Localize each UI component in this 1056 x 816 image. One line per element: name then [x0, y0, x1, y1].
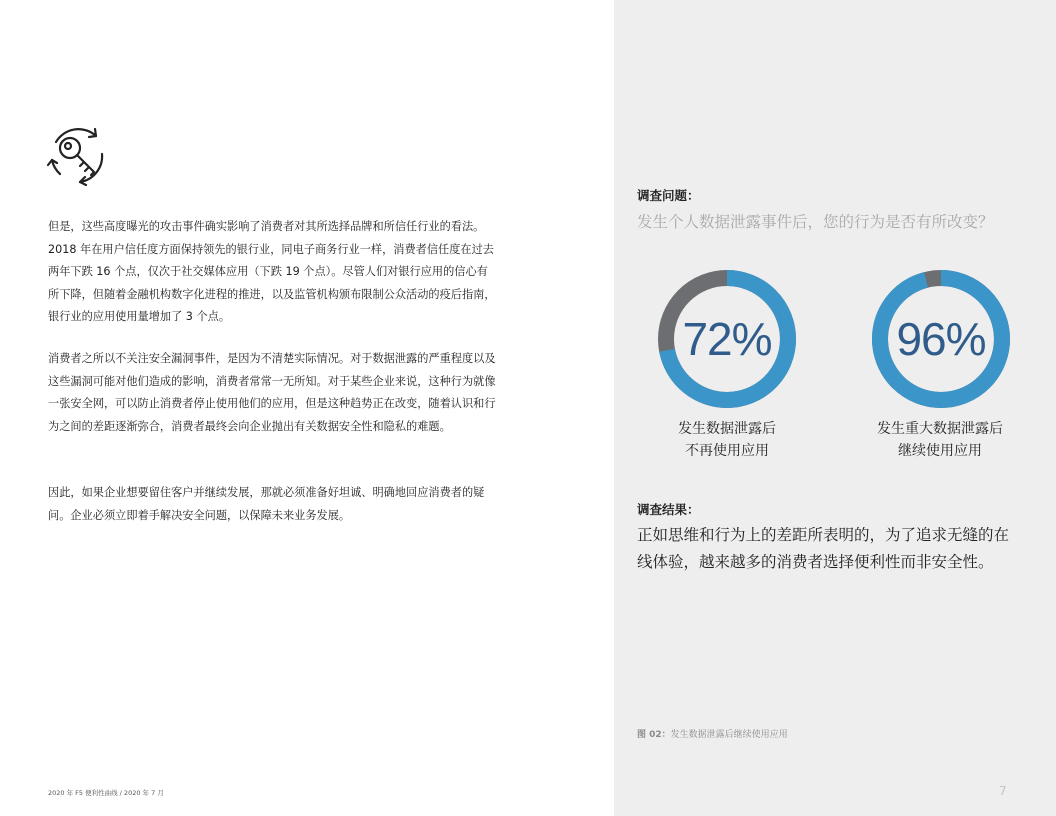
- body-paragraph-2: 消费者之所以不关注安全漏洞事件，是因为不清楚实际情况。对于数据泄露的严重程度以及这些漏洞可能对他们造成的影响，消费者常常一无所知。对于某些企业来说，这种行为就像一张安全网，可以防止消费者停止使用他们的应用，但是这种趋势正在改变，随着认识和行为之间的差距逐渐弥合，消费者最终会向企业抛出有关数据安全性和隐私的难题。: [48, 352, 496, 433]
- question-text: 发生个人数据泄露事件后，您的行为是否有所改变？: [637, 213, 994, 231]
- result-text: 正如思维和行为上的差距所表明的，为了追求无缝的在线体验，越来越多的消费者选择便利性而非安全性。: [637, 526, 1010, 571]
- figure-caption-label: 图 02：: [637, 730, 671, 740]
- donut-chart-2: [870, 268, 1012, 410]
- donut-1-caption-line1: 发生数据泄露后: [678, 421, 776, 437]
- donut-2-caption-line2: 继续使用应用: [898, 443, 982, 459]
- question-label: 调查问题：: [637, 188, 700, 203]
- page-footer: 2020 年 F5 便利性曲线 / 2020 年 7 月: [48, 789, 164, 797]
- body-paragraph-1: 但是，这些高度曝光的攻击事件确实影响了消费者对其所选择品牌和所信任行业的看法。2018 年在用户信任度方面保持领先的银行业，同电子商务行业一样，消费者信任度在过去两年下跌 16 个点，仅次于社交媒体应用（下跌 19 个点）。尽管人们对银行应用的信心有所下降，但随着金融机构数字化进程的推进，以及监管机构颁布限制公众活动的疫后指南，银行业的应用使用量增加了 3 个点。: [48, 220, 496, 324]
- donut-1-percent-label: 72%: [682, 313, 772, 365]
- result-label: 调查结果：: [637, 502, 700, 517]
- donut-1-caption-line2: 不再使用应用: [685, 443, 769, 459]
- figure-caption: [637, 727, 788, 740]
- body-paragraph-3: 因此，如果企业想要留住客户并继续发展，那就必须准备好坦诚、明确地回应消费者的疑问。企业必须立即着手解决安全问题，以保障未来业务发展。: [48, 486, 485, 522]
- donut-2-caption: [840, 418, 1040, 462]
- donut-chart-1: [656, 268, 798, 410]
- donut-2-caption-line1: 发生重大数据泄露后: [877, 421, 1003, 437]
- figure-caption-text: 发生数据泄露后继续使用应用: [670, 730, 788, 740]
- page-number: 7: [999, 784, 1007, 798]
- donut-2-percent-label: 96%: [896, 313, 986, 365]
- key-refresh-icon: [44, 124, 110, 186]
- donut-1-caption: [627, 418, 827, 462]
